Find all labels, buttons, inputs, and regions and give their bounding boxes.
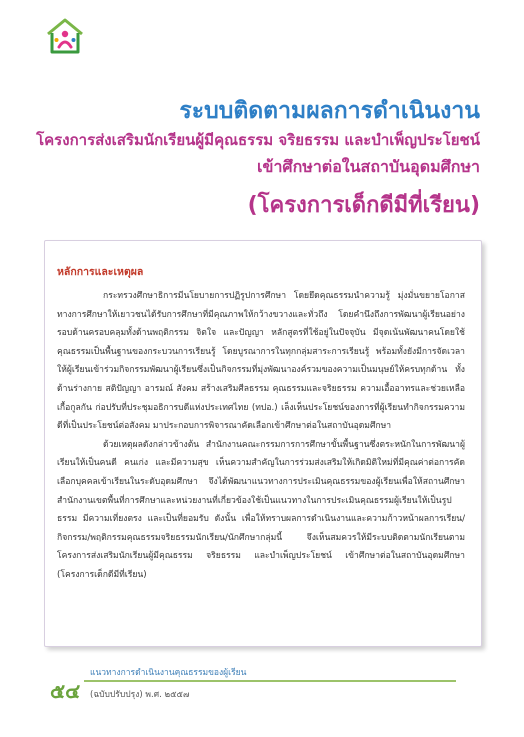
school-logo-icon bbox=[44, 16, 86, 56]
paragraph-1: กระทรวงศึกษาธิการมีนโยบายการปฏิรูปการศึกษา โดยยึดคุณธรรมนำความรู้ มุ่งมั่นขยายโอกาสทางการศึกษาให้เยาวชนได้รับการศึกษาที่มีคุณภาพให้กว้างขวางและทั่วถึง โดยคำนึงถึงการพัฒนาผู้เรียนอย่างรอบด้านครอบคลุมทั้งด้านพฤติกรรม จิตใจ และปัญญา หลักสูตรที่ใช้อยู่ในปัจจุบัน มีจุดเน้นพัฒนาคนโดยใช้คุณธรรมเป็นพื้นฐานของกระบวนการเรียนรู้ โดยบูรณาการในทุกกลุ่มสาระการเรียนรู้ พร้อมทั้งยังมีการจัดเวลาให้ผู้เรียนเข้าร่วมกิจกรรมพัฒนาผู้เรียนซึ่งเป็นกิจกรรมที่มุ่งพัฒนาองค์รวมของความเป็นมนุษย์ให้ครบทุกด้าน ทั้งด้านร่างกาย สติปัญญา อารมณ์ สังคม สร้างเสริมศีลธรรม คุณธรรมและจริยธรรม ความเอื้ออาทรและช่วยเหลือเกื้อกูลกัน ก่อปรับที่ประชุมอธิการบดีแห่งประเทศไทย (ทปอ.) เล็งเห็นประโยชน์ของการที่ผู้เรียนทำกิจกรรมความดีที่เป็นประโยชน์ต่อสังคม มาประกอบการพิจารณาคัดเลือกเข้าศึกษาต่อในสถาบันอุดมศึกษา bbox=[57, 291, 465, 432]
page-footer bbox=[44, 664, 484, 704]
title-block bbox=[0, 96, 480, 222]
body-text bbox=[57, 287, 465, 585]
title-line-2: โครงการส่งเสริมนักเรียนผู้มีคุณธรรม จริยธรรม และบำเพ็ญประโยชน์ bbox=[36, 131, 480, 149]
section-heading: หลักการและเหตุผล bbox=[57, 266, 144, 278]
footer-title: แนวทางการดำเนินงานคุณธรรมของผู้เรียน bbox=[90, 668, 247, 678]
footer-edition: (ฉบับปรับปรุง) พ.ศ. ๒๕๕๗ bbox=[90, 690, 190, 700]
title-line-3: เข้าศึกษาต่อในสถาบันอุดมศึกษา bbox=[257, 157, 480, 176]
paragraph-2: ด้วยเหตุผลดังกล่าวข้างต้น สำนักงานคณะกรรมการการศึกษาขั้นพื้นฐานซึ่งตระหนักในการพัฒนาผู้เรียนให้เป็นคนดี คนเก่ง และมีความสุข เห็นความสำคัญในการร่วมส่งเสริมให้เกิดมิติใหม่ที่มีคุณค่าต่อการคัดเลือกบุคคลเข้าเรียนในระดับอุดมศึกษา จึงได้พัฒนาแนวทางการประเมินคุณธรรมของผู้เรียนเพื่อให้สถานศึกษา สำนักงานเขตพื้นที่การศึกษาและหน่วยงานที่เกี่ยวข้องใช้เป็นแนวทางในการประเมินคุณธรรมผู้เรียนให้เป็นรูปธรรม มีความเที่ยงตรง และเป็นที่ยอมรับ ดังนั้น เพื่อให้ทราบผลการดำเนินงานและความก้าวหน้าผลการเรียน/กิจกรรม/พฤติกรรมคุณธรรมจริยธรรมนักเรียน/นักศึกษากลุ่มนี้ จึงเห็นสมควรให้มีระบบติดตามนักเรียนตามโครงการส่งเสริมนักเรียนผู้มีคุณธรรม จริยธรรม และบำเพ็ญประโยชน์ เข้าศึกษาต่อในสถาบันอุดมศึกษา (โครงการเด็กดีมีที่เรียน) bbox=[57, 439, 465, 580]
footer-divider bbox=[84, 680, 456, 682]
title-line-4: (โครงการเด็กดีมีที่เรียน) bbox=[247, 193, 480, 218]
title-line-1: ระบบติดตามผลการดำเนินงาน bbox=[179, 98, 480, 124]
content-panel bbox=[44, 240, 482, 647]
page-number: ๕๔ bbox=[50, 679, 81, 703]
